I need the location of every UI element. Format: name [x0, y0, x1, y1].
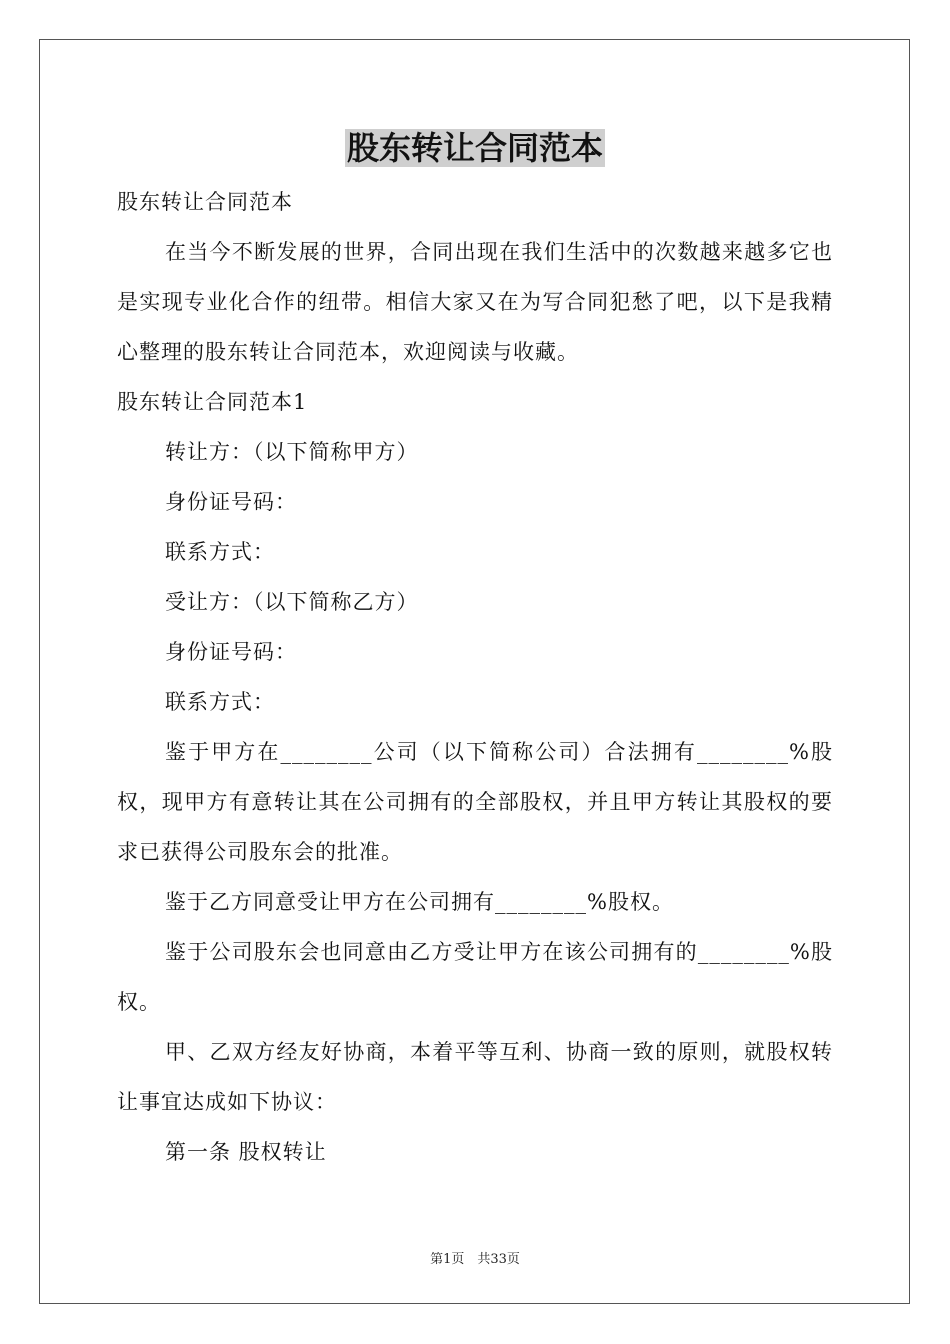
paragraph: 第一条 股权转让	[165, 1140, 327, 1164]
paragraph: 股东转让合同范本1	[117, 390, 308, 414]
paragraph: 股东转让合同范本	[117, 190, 293, 214]
document-title	[0, 126, 950, 170]
document-title-text: 股东转让合同范本	[346, 129, 603, 167]
paragraph: 甲、乙双方经友好协商，本着平等互利、协商一致的原则，就股权转让事宜达成如下协议：	[117, 1040, 833, 1114]
paragraph: 身份证号码：	[165, 640, 297, 664]
paragraph: 鉴于乙方同意受让甲方在公司拥有________%股权。	[165, 890, 674, 914]
paragraph: 转让方：（以下简称甲方）	[165, 440, 419, 464]
paragraph: 联系方式：	[165, 540, 275, 564]
paragraph: 鉴于甲方在________公司（以下简称公司）合法拥有________%股权，现甲方有意转让其在公司拥有的全部股权，并且甲方转让其股权的要求已获得公司股东会的批准。	[117, 740, 833, 864]
paragraph: 受让方：（以下简称乙方）	[165, 590, 419, 614]
paragraph: 在当今不断发展的世界，合同出现在我们生活中的次数越来越多它也是实现专业化合作的纽带。相信大家又在为写合同犯愁了吧，以下是我精心整理的股东转让合同范本，欢迎阅读与收藏。	[117, 240, 833, 364]
paragraph: 联系方式：	[165, 690, 275, 714]
paragraph: 鉴于公司股东会也同意由乙方受让甲方在该公司拥有的________%股权。	[117, 940, 833, 1014]
paragraph: 身份证号码：	[165, 490, 297, 514]
document-body	[117, 177, 833, 1177]
page-footer: 第1页 共33页	[430, 1252, 520, 1267]
